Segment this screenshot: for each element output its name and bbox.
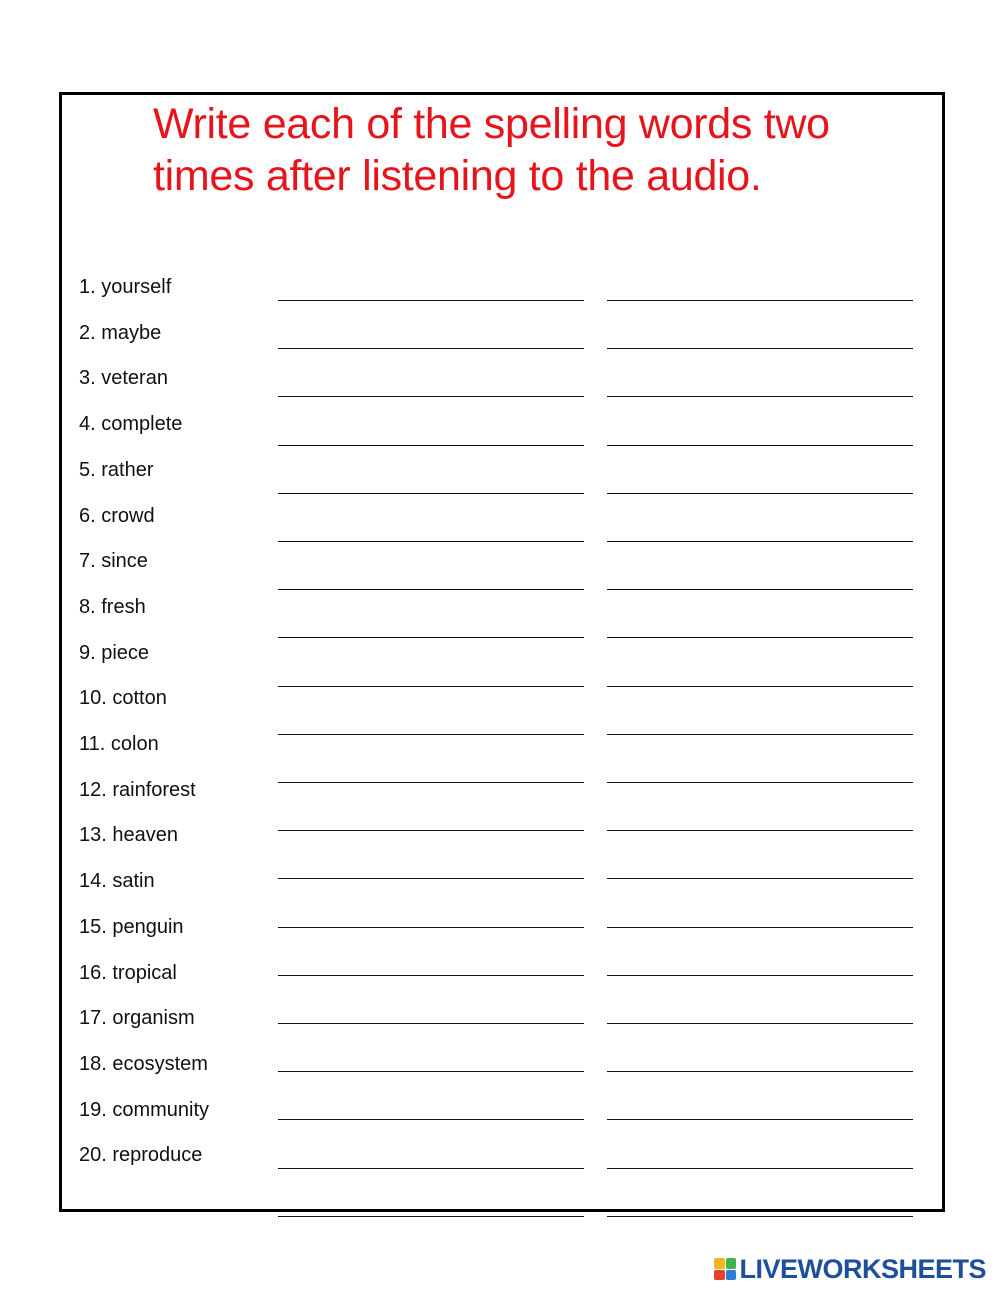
first-attempt-input[interactable] [278, 1216, 584, 1217]
first-attempt-input[interactable] [278, 1023, 584, 1024]
second-attempt-input[interactable] [607, 1023, 913, 1024]
second-attempt-input[interactable] [607, 1119, 913, 1120]
word-label: 11. colon [79, 733, 159, 755]
first-attempt-input[interactable] [278, 782, 584, 783]
first-attempt-input[interactable] [278, 734, 584, 735]
second-attempt-input[interactable] [607, 686, 913, 687]
first-attempt-input[interactable] [278, 445, 584, 446]
word-label: 13. heaven [79, 824, 178, 847]
second-attempt-input[interactable] [607, 1216, 913, 1217]
second-attempt-input[interactable] [607, 878, 913, 879]
first-attempt-input[interactable] [278, 830, 584, 831]
first-attempt-input[interactable] [278, 1168, 584, 1169]
word-label: 15. penguin [79, 915, 184, 938]
word-label: 10. cotton [79, 687, 167, 710]
second-attempt-input[interactable] [607, 589, 913, 590]
word-label: 14. satin [79, 870, 155, 893]
first-attempt-input[interactable] [278, 927, 584, 928]
logo-square-4 [726, 1270, 737, 1281]
second-attempt-input[interactable] [607, 300, 913, 301]
logo-square-3 [714, 1270, 725, 1281]
second-attempt-input[interactable] [607, 975, 913, 976]
word-label: 5. rather [79, 458, 154, 481]
word-label: 4. complete [79, 413, 183, 436]
instructions-line-1: Write each of the spelling words two [153, 100, 830, 148]
second-attempt-input[interactable] [607, 348, 913, 349]
second-attempt-input[interactable] [607, 927, 913, 928]
word-label: 17. organism [79, 1007, 195, 1030]
second-attempt-input[interactable] [607, 734, 913, 735]
logo-square-1 [714, 1258, 725, 1269]
brand-footer [714, 1254, 986, 1284]
instructions-line-2: times after listening to the audio. [153, 152, 762, 200]
word-label: 16. tropical [79, 961, 177, 984]
first-attempt-input[interactable] [278, 300, 584, 301]
second-attempt-input[interactable] [607, 541, 913, 542]
second-attempt-input[interactable] [607, 782, 913, 783]
brand-name: LIVEWORKSHEETS [739, 1253, 986, 1284]
first-attempt-input[interactable] [278, 637, 584, 638]
word-row [0, 550, 1000, 635]
first-attempt-input[interactable] [278, 348, 584, 349]
second-attempt-input[interactable] [607, 493, 913, 494]
word-row [0, 595, 1000, 683]
first-attempt-input[interactable] [278, 493, 584, 494]
second-attempt-input[interactable] [607, 445, 913, 446]
second-attempt-input[interactable] [607, 396, 913, 397]
word-label: 12. rainforest [79, 778, 196, 801]
second-attempt-input[interactable] [607, 830, 913, 831]
second-attempt-input[interactable] [607, 637, 913, 638]
word-label: 6. crowd [79, 504, 155, 527]
second-attempt-input[interactable] [607, 1168, 913, 1169]
word-label: 3. veteran [79, 367, 168, 390]
word-label: 7. since [79, 550, 148, 573]
second-attempt-input[interactable] [607, 1071, 913, 1072]
first-attempt-input[interactable] [278, 589, 584, 590]
first-attempt-input[interactable] [278, 396, 584, 397]
first-attempt-input[interactable] [278, 1119, 584, 1120]
first-attempt-input[interactable] [278, 1071, 584, 1072]
word-label: 1. yourself [79, 276, 172, 298]
word-row [0, 504, 1000, 587]
liveworksheets-logo-icon [714, 1258, 736, 1280]
word-label: 18. ecosystem [79, 1052, 208, 1075]
word-label: 8. fresh [79, 595, 146, 618]
first-attempt-input[interactable] [278, 975, 584, 976]
logo-square-2 [726, 1258, 737, 1269]
first-attempt-input[interactable] [278, 686, 584, 687]
word-label: 2. maybe [79, 321, 162, 344]
first-attempt-input[interactable] [278, 541, 584, 542]
word-label: 19. community [79, 1098, 210, 1121]
first-attempt-input[interactable] [278, 878, 584, 879]
word-label: 9. piece [79, 641, 150, 664]
word-label: 20. reproduce [79, 1144, 203, 1167]
